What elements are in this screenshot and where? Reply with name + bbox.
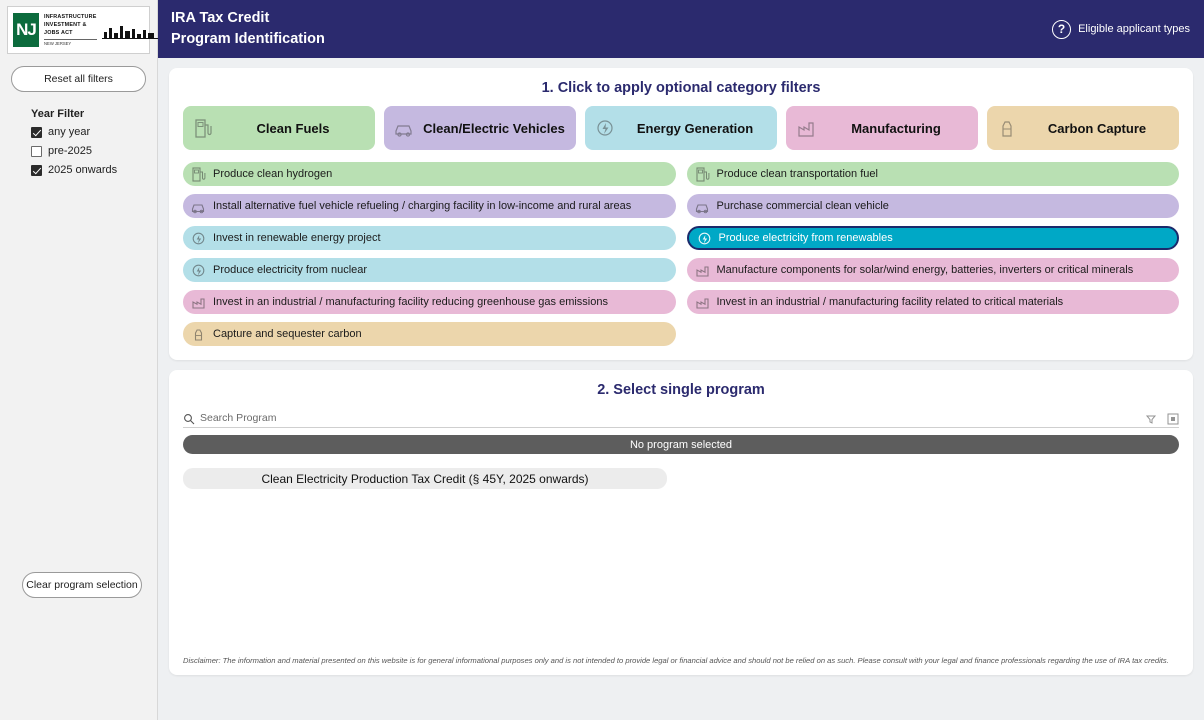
category-clean-fuels[interactable] [183,106,375,150]
sidebar [0,0,158,720]
carbon-capture-icon [997,117,1017,139]
pill-invest-renewable-energy-project[interactable] [183,226,676,250]
category-label: Clean Fuels [256,120,330,136]
clear-filter-icon[interactable] [1145,412,1157,424]
logo-line-2: INVESTMENT & [44,21,87,28]
disclaimer-text: Disclaimer: The information and material presented on this website is for general informational purposes only and is not intended to provide legal or financial advice and should not be relied on as such. Please consult with your legal and finance professionals regarding the use of IRA tax credits. [183,655,1169,665]
pill-label: Capture and sequester carbon [213,328,362,340]
skyline-icon [102,21,144,39]
logo-line-1: INFRASTRUCTURE [44,13,97,20]
main-area [158,0,1204,720]
reset-all-filters-button[interactable]: Reset all filters [11,66,146,92]
content-area [158,58,1204,720]
car-icon [191,198,206,215]
pill-label: Produce electricity from renewables [718,232,893,244]
carbon-capture-icon [191,326,206,343]
pill-label: Manufacture components for solar/wind energy, batteries, inverters or critical minerals [716,264,1134,276]
category-energy-generation[interactable] [585,106,777,150]
pill-label: Invest in an industrial / manufacturing facility reducing greenhouse gas emissions [213,296,608,308]
pill-produce-clean-transportation-fuel[interactable] [687,162,1180,186]
energy-icon [191,230,206,247]
pill-produce-electricity-from-nuclear[interactable] [183,258,676,282]
factory-icon [695,262,710,279]
clear-program-selection-button[interactable]: Clear program selection [22,572,142,598]
year-filter-label: any year [48,126,91,138]
car-icon [695,198,710,215]
question-circle-icon[interactable]: ? [1052,20,1071,39]
iija-logo [7,6,150,54]
search-program-row[interactable] [183,408,1179,428]
pill-produce-clean-hydrogen[interactable] [183,162,676,186]
category-label: Clean/Electric Vehicles [423,120,565,136]
checkbox-2025-onwards[interactable] [31,165,42,176]
category-manufacturing[interactable] [786,106,978,150]
logo-line-3: JOBS ACT [44,29,73,36]
logo-subline: NEW JERSEY [44,39,97,47]
category-label: Manufacturing [851,120,941,136]
category-carbon-capture[interactable] [987,106,1179,150]
section-2-title: 2. Select single program [597,382,765,398]
category-label: Carbon Capture [1047,120,1147,136]
year-filter-label: 2025 onwards [48,164,118,176]
pill-label: Install alternative fuel vehicle refueling / charging facility in low-income and rural areas [213,200,632,212]
checkbox-pre-2025[interactable] [31,146,42,157]
checkbox-any-year[interactable] [31,127,42,138]
year-filter-title: Year Filter [31,108,85,120]
pill-manufacture-components[interactable] [687,258,1180,282]
pill-invest-industrial-critical-materials[interactable] [687,290,1180,314]
list-item[interactable]: Clean Electricity Production Tax Credit (§ 45Y, 2025 onwards) [183,468,667,489]
factory-icon [695,294,710,311]
page-title [171,8,325,50]
search-tools [1145,412,1179,424]
selected-program-status: No program selected [183,435,1179,454]
factory-icon [191,294,206,311]
category-button-row [169,106,1193,162]
search-icon [183,412,195,424]
fuel-pump-icon [695,166,710,183]
energy-icon [697,230,712,247]
category-filter-panel [169,68,1193,360]
pill-purchase-commercial-clean-vehicle[interactable] [687,194,1180,218]
section-1-title: 1. Click to apply optional category filters [541,80,821,96]
program-list [183,468,1179,489]
header-bar [158,0,1204,58]
pill-produce-electricity-from-renewables[interactable] [687,226,1180,250]
category-label: Energy Generation [636,120,754,136]
factory-icon [796,117,816,139]
logo-text [44,13,97,48]
energy-icon [191,262,206,279]
subcategory-pill-grid [169,162,1193,360]
page-title-line-2: Program Identification [171,31,325,47]
year-filter-pre-2025[interactable] [31,145,157,157]
pill-capture-and-sequester-carbon[interactable] [183,322,676,346]
energy-icon [595,117,615,139]
pill-label: Invest in renewable energy project [213,232,381,244]
nj-logo-mark: NJ [13,13,39,47]
car-icon [394,117,414,139]
year-filter-any-year[interactable] [31,126,157,138]
program-selection-panel [169,370,1193,675]
category-clean-electric-vehicles[interactable] [384,106,576,150]
fuel-pump-icon [191,166,206,183]
pill-invest-industrial-ghg[interactable] [183,290,676,314]
year-filter-2025-onwards[interactable] [31,164,157,176]
pill-install-alt-fuel-refueling[interactable] [183,194,676,218]
pill-label: Produce clean hydrogen [213,168,333,180]
eligible-applicant-types-link[interactable] [1052,20,1190,39]
pill-label: Produce electricity from nuclear [213,264,368,276]
pill-label: Invest in an industrial / manufacturing facility related to critical materials [716,296,1064,308]
year-filter-label: pre-2025 [48,145,93,157]
focus-mode-icon[interactable] [1167,412,1179,424]
fuel-pump-icon [193,117,213,139]
pill-label: Produce clean transportation fuel [716,168,878,180]
pill-label: Purchase commercial clean vehicle [716,200,889,212]
page-title-line-1: IRA Tax Credit [171,9,270,26]
search-input[interactable]: Search Program [200,411,277,424]
help-label: Eligible applicant types [1078,23,1190,35]
